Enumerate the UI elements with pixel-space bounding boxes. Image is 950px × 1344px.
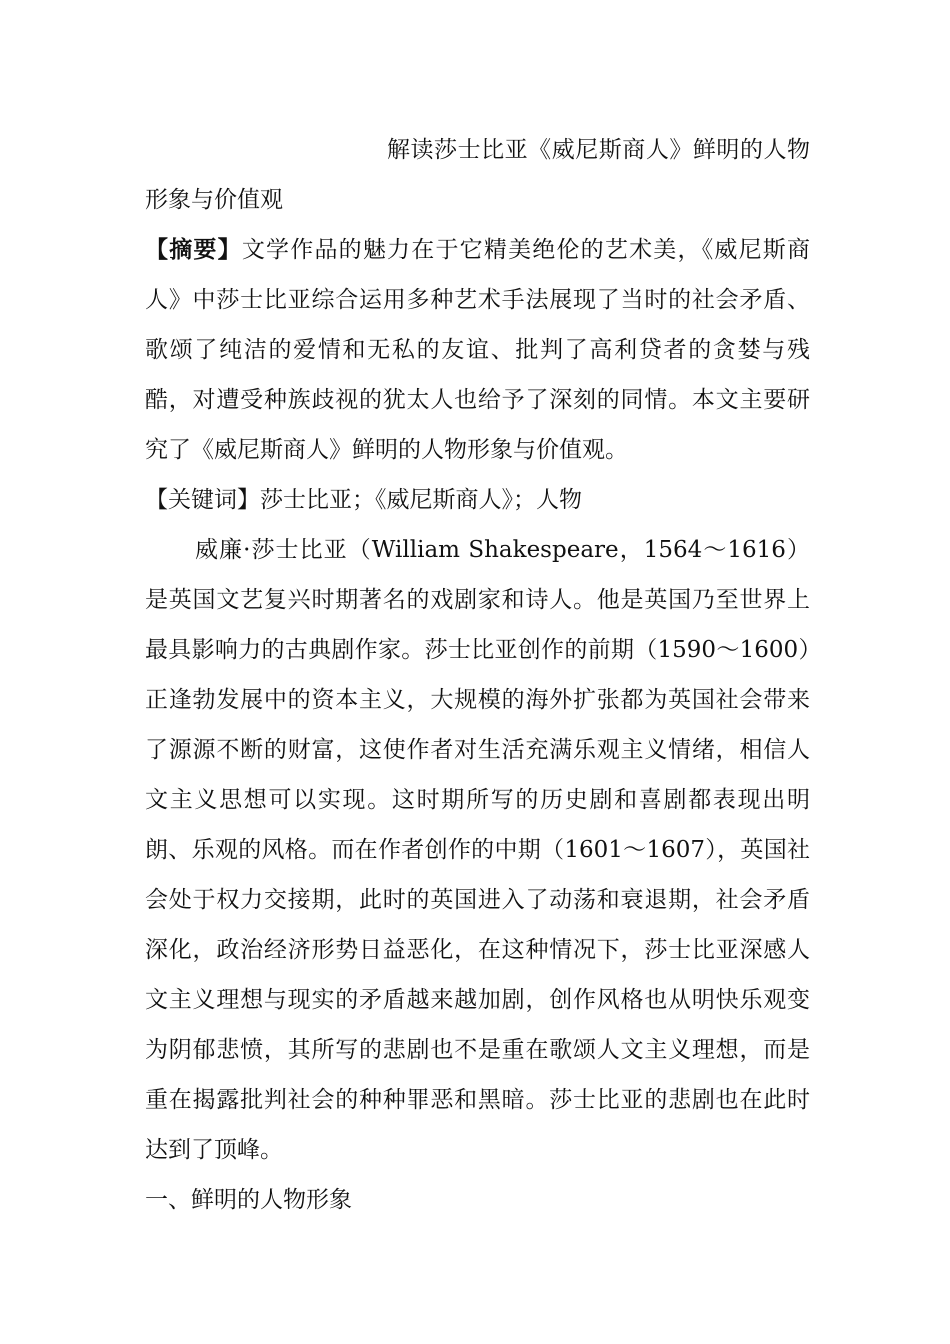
body-paragraph [145,525,810,1175]
abstract-paragraph [145,225,810,475]
keywords-label: 【关键词】 [145,487,260,513]
abstract-text: 文学作品的魅力在于它精美绝伦的艺术美，《威尼斯商人》中莎士比亚综合运用多种艺术手法展现了当时的社会矛盾、歌颂了纯洁的爱情和无私的友谊、批判了高利贷者的贪婪与残酷，对遭受种族歧视的犹太人也给予了深刻的同情。本文主要研究了《威尼斯商人》鲜明的人物形象与价值观。 [145,237,811,463]
body-paragraph-text: 威廉·莎士比亚（William Shakespeare，1564～1616）是英国文艺复兴时期著名的戏剧家和诗人。他是英国乃至世界上最具影响力的古典剧作家。莎士比亚创作的前期（1590～1600）正逢勃发展中的资本主义，大规模的海外扩张都为英国社会带来了源源不断的财富，这使作者对生活充满乐观主义情绪，相信人文主义思想可以实现。这时期所写的历史剧和喜剧都表现出明朗、乐观的风格。而在作者创作的中期（1601～1607），英国社会处于权力交接期，此时的英国进入了动荡和衰退期，社会矛盾深化，政治经济形势日益恶化，在这种情况下，莎士比亚深感人文主义理想与现实的矛盾越来越加剧，创作风格也从明快乐观变为阴郁悲愤，其所写的悲剧也不是重在歌颂人文主义理想，而是重在揭露批判社会的种种罪恶和黑暗。莎士比亚的悲剧也在此时达到了顶峰。 [145,537,810,1163]
section-heading-text: 一、鲜明的人物形象 [145,1187,352,1213]
document-title [145,125,810,225]
document-title-text: 解读莎士比亚《威尼斯商人》鲜明的人物形象与价值观 [145,137,810,213]
keywords-text: 莎士比亚；《威尼斯商人》；人物 [260,487,582,513]
section-heading [145,1175,810,1225]
keywords-line [145,475,810,525]
abstract-label: 【摘要】 [145,236,242,263]
